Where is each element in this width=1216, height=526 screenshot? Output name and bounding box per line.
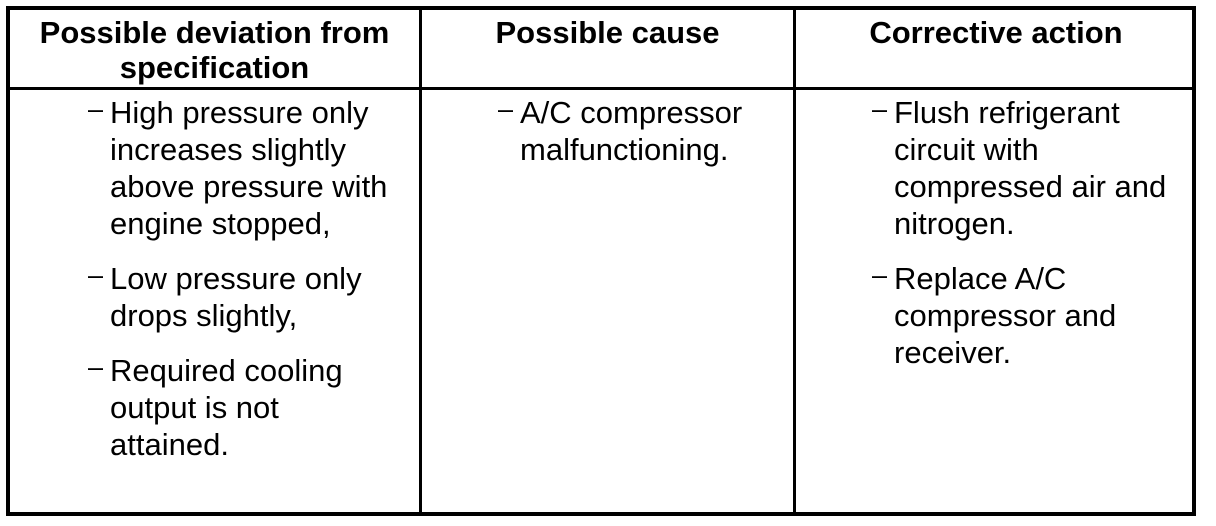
cause-text: A/C compressor malfunctioning.	[520, 95, 743, 167]
action-text: Replace A/C compressor and receiver.	[894, 261, 1117, 370]
header-corrective-action: Corrective action	[869, 15, 1123, 50]
list-item	[498, 94, 788, 168]
header-deviation: Possible deviation from specification	[39, 15, 390, 85]
dash-bullet-icon: –	[872, 260, 888, 290]
deviation-text: Required cooling output is not attained.	[110, 353, 343, 462]
action-text: Flush refrigerant circuit with compressed air and nitrogen.	[894, 95, 1167, 241]
action-list	[872, 94, 1198, 389]
header-cause: Possible cause	[495, 15, 720, 50]
diagnosis-table	[6, 6, 1196, 516]
deviation-list	[88, 94, 414, 481]
dash-bullet-icon: –	[88, 352, 104, 382]
list-item	[88, 94, 414, 242]
list-item	[872, 260, 1144, 371]
dash-bullet-icon: –	[498, 94, 514, 124]
dash-bullet-icon: –	[88, 260, 104, 290]
list-item	[88, 352, 360, 463]
deviation-text: Low pressure only drops slightly,	[110, 261, 362, 333]
list-item	[872, 94, 1198, 242]
dash-bullet-icon: –	[88, 94, 104, 124]
deviation-text: High pressure only increases slightly above pressure with engine stopped,	[110, 95, 388, 241]
cause-list	[498, 94, 788, 186]
list-item	[88, 260, 414, 334]
dash-bullet-icon: –	[872, 94, 888, 124]
